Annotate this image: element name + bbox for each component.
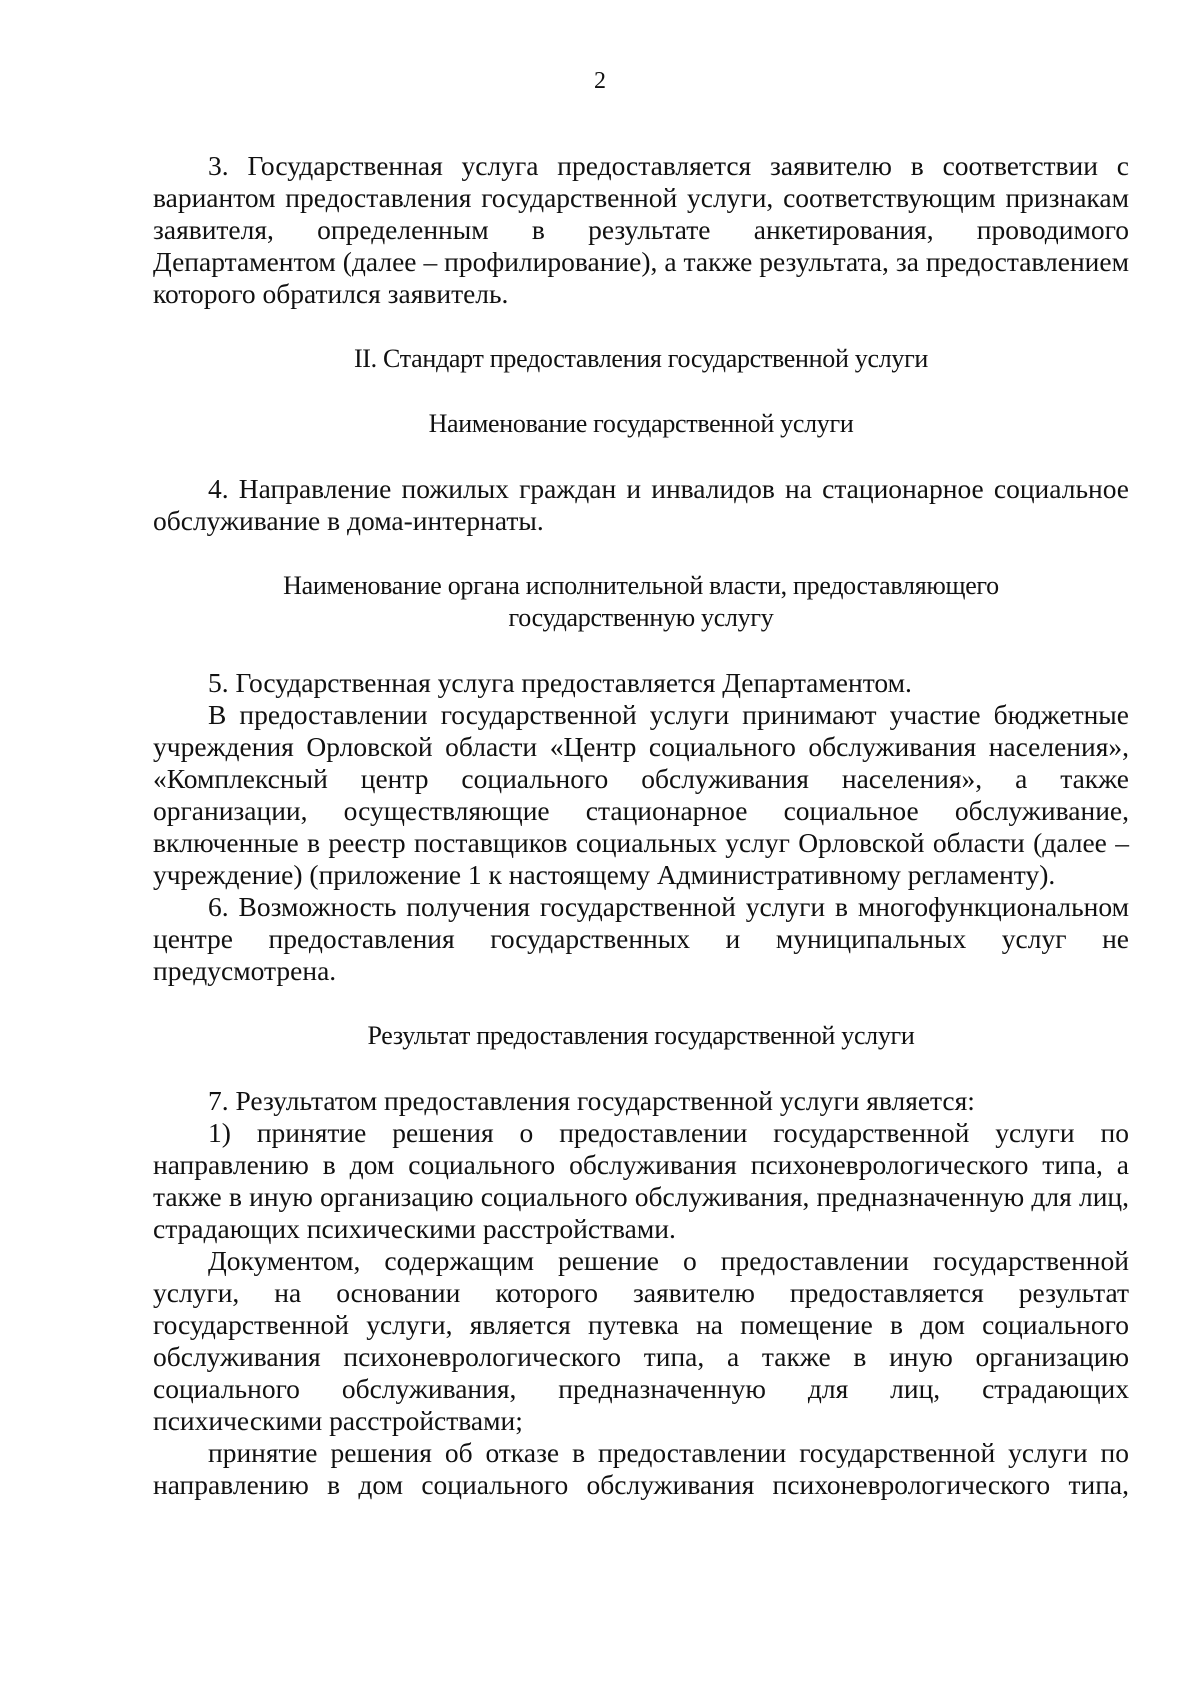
document-body [153,150,1129,1501]
paragraph-7: 7. Результатом предоставления государственной услуги является: [208,1085,975,1116]
paragraph-5-participants: В предоставлении государственной услуги принимают участие бюджетные учреждения Орловской области «Центр социального обслуживания населения», «Комплексный центр социального обслуживания населения», а также организации, осуществляющие стационарное социальное обслуживание, включенные в реестр поставщиков социальных услуг Орловской области (далее – учреждение) (приложение 1 к настоящему Административному регламенту). [153,699,1129,890]
paragraph-5: 5. Государственная услуга предоставляется Департаментом. [208,667,912,698]
page-number: 2 [594,68,606,94]
subheading-result: Результат предоставления государственной услуги [367,1021,915,1050]
paragraph-3: 3. Государственная услуга предоставляется заявителю в соответствии с вариантом предоставления государственной услуги, соответствующим признакам заявителя, определенным в результате анкетирования, проводимого Департаментом (далее – профилирование), а также результата, за предоставлением которого обратился заявитель. [153,150,1129,309]
paragraph-7-document: Документом, содержащим решение о предоставлении государственной услуги, на основании которого заявителю предоставляется результат государственной услуги, является путевка на помещение в дом социального обслуживания психоневрологического типа, а также в иную организацию социального обслуживания, предназначенную для лиц, страдающих психическими расстройствами; [153,1245,1129,1436]
subheading-authority-line-1: Наименование органа исполнительной власти, предоставляющего [283,571,999,600]
subheading-authority-line-2: государственную услугу [508,603,774,632]
paragraph-6: 6. Возможность получения государственной услуги в многофункциональном центре предоставления государственных и муниципальных услуг не предусмотрена. [153,891,1129,986]
paragraph-7-item-1: 1) принятие решения о предоставлении государственной услуги по направлению в дом социального обслуживания психоневрологического типа, а также в иную организацию социального обслуживания, предназначенную для лиц, страдающих психическими расстройствами. [153,1117,1129,1244]
section-heading-standard: II. Стандарт предоставления государственной услуги [353,344,929,373]
paragraph-4: 4. Направление пожилых граждан и инвалидов на стационарное социальное обслуживание в дома-интернаты. [153,473,1129,536]
subheading-service-name: Наименование государственной услуги [428,409,854,438]
paragraph-7-refusal: принятие решения об отказе в предоставлении государственной услуги по направлению в дом социального обслуживания психоневрологического типа, [153,1437,1129,1500]
